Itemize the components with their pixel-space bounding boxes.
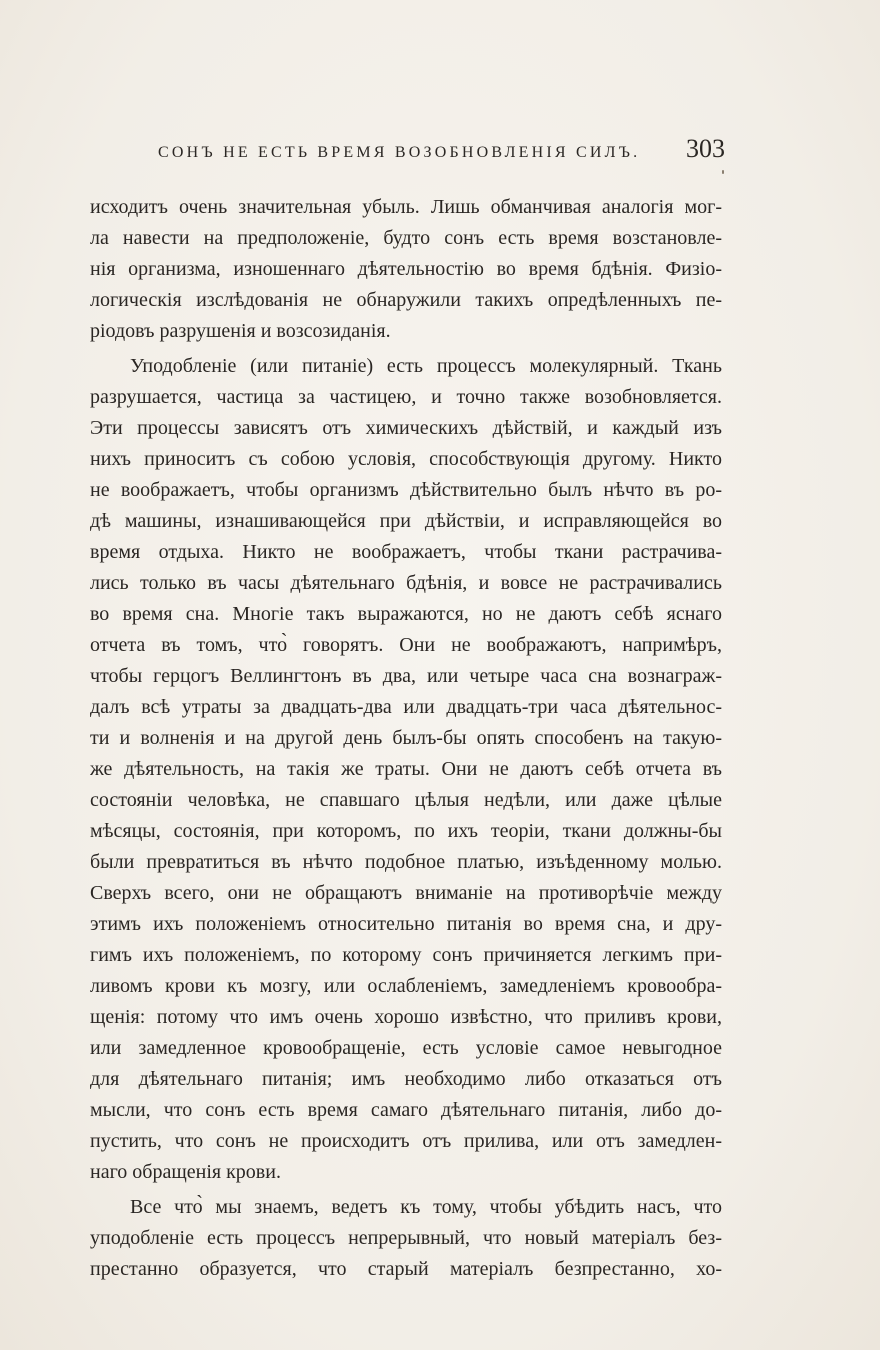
text-line: уподобленіе есть процессъ непрерывный, что новый матеріалъ без-: [90, 1227, 722, 1249]
text-line: ла навести на предположеніе, будто сонъ есть время возстановле-: [90, 227, 722, 249]
paragraph: [90, 351, 722, 1188]
text-line: Уподобленіе (или питаніе) есть процессъ молекулярный. Ткань: [130, 355, 722, 377]
text-line: мысли, что сонъ есть время самаго дѣятельнаго питанія, либо до-: [90, 1099, 722, 1121]
text-line: ливомъ крови къ мозгу, или ослабленіемъ, замедленіемъ кровообра-: [90, 975, 722, 997]
text-line: не воображаетъ, чтобы организмъ дѣйствительно былъ нѣчто въ ро-: [90, 479, 722, 501]
text-line: были превратиться въ нѣчто подобное платью, изъѣденному молью.: [90, 851, 722, 873]
text-line: состояніи человѣка, не спавшаго цѣлыя недѣли, или даже цѣлые: [90, 789, 722, 811]
body-text: [90, 192, 722, 1285]
text-line: гимъ ихъ положеніемъ, по которому сонъ причиняется легкимъ при-: [90, 944, 722, 966]
paper-speck: [722, 170, 724, 174]
running-head: СОНЪ НЕ ЕСТЬ ВРЕМЯ ВОЗОБНОВЛЕНІЯ СИЛЪ.: [158, 144, 641, 161]
text-line: мѣсяцы, состоянія, при которомъ, по ихъ теоріи, ткани должны-бы: [90, 820, 722, 842]
paragraph: [90, 1192, 722, 1285]
text-line: нихъ приноситъ съ собою условія, способствующія другому. Никто: [90, 448, 722, 470]
text-line: чтобы герцогъ Веллингтонъ въ два, или четыре часа сна вознаграж-: [90, 665, 722, 687]
text-line: лись только въ часы дѣятельнаго бдѣнія, и вовсе не растрачивались: [90, 572, 722, 594]
text-line: исходитъ очень значительная убыль. Лишь обманчивая аналогія мог-: [90, 196, 722, 218]
text-line: отчета въ томъ, что̀ говорятъ. Они не воображаютъ, напримѣръ,: [90, 634, 722, 656]
text-line: время отдыха. Никто не воображаетъ, чтобы ткани растрачива-: [90, 541, 722, 563]
text-line: ріодовъ разрушенія и возсозиданія.: [90, 320, 391, 342]
page-number: 303: [686, 134, 725, 163]
text-line: или замедленное кровообращеніе, есть условіе самое невыгодное: [90, 1037, 722, 1059]
text-line: престанно образуется, что старый матеріалъ безпрестанно, хо-: [90, 1258, 722, 1280]
text-line: разрушается, частица за частицею, и точно также возобновляется.: [90, 386, 722, 408]
page-header: [90, 134, 725, 174]
text-line: нія организма, изношеннаго дѣятельностію во время бдѣнія. Физіо-: [90, 258, 722, 280]
text-line: во время сна. Многіе такъ выражаются, но не даютъ себѣ яснаго: [90, 603, 722, 625]
paragraph: [90, 192, 722, 347]
text-line: пустить, что сонъ не происходитъ отъ прилива, или отъ замедлен-: [90, 1130, 722, 1152]
text-line: же дѣятельность, на такія же траты. Они не даютъ себѣ отчета въ: [90, 758, 722, 780]
text-line: ти и волненія и на другой день былъ-бы опять способенъ на такую-: [90, 727, 722, 749]
text-line: щенія: потому что имъ очень хорошо извѣстно, что приливъ крови,: [90, 1006, 722, 1028]
text-line: логическія изслѣдованія не обнаружили такихъ опредѣленныхъ пе-: [90, 289, 722, 311]
text-line: далъ всѣ утраты за двадцать-два или двадцать-три часа дѣятельнос-: [90, 696, 722, 718]
text-line: Эти процессы зависятъ отъ химическихъ дѣйствій, и каждый изъ: [90, 417, 722, 439]
text-line: наго обращенія крови.: [90, 1161, 281, 1183]
text-line: этимъ ихъ положеніемъ относительно питанія во время сна, и дру-: [90, 913, 722, 935]
text-line: для дѣятельнаго питанія; имъ необходимо либо отказаться отъ: [90, 1068, 722, 1090]
text-line: дѣ машины, изнашивающейся при дѣйствіи, и исправляющейся во: [90, 510, 722, 532]
text-line: Все что̀ мы знаемъ, ведетъ къ тому, чтобы убѣдить насъ, что: [130, 1196, 722, 1218]
text-line: Сверхъ всего, они не обращаютъ вниманіе на противорѣчіе между: [90, 882, 722, 904]
